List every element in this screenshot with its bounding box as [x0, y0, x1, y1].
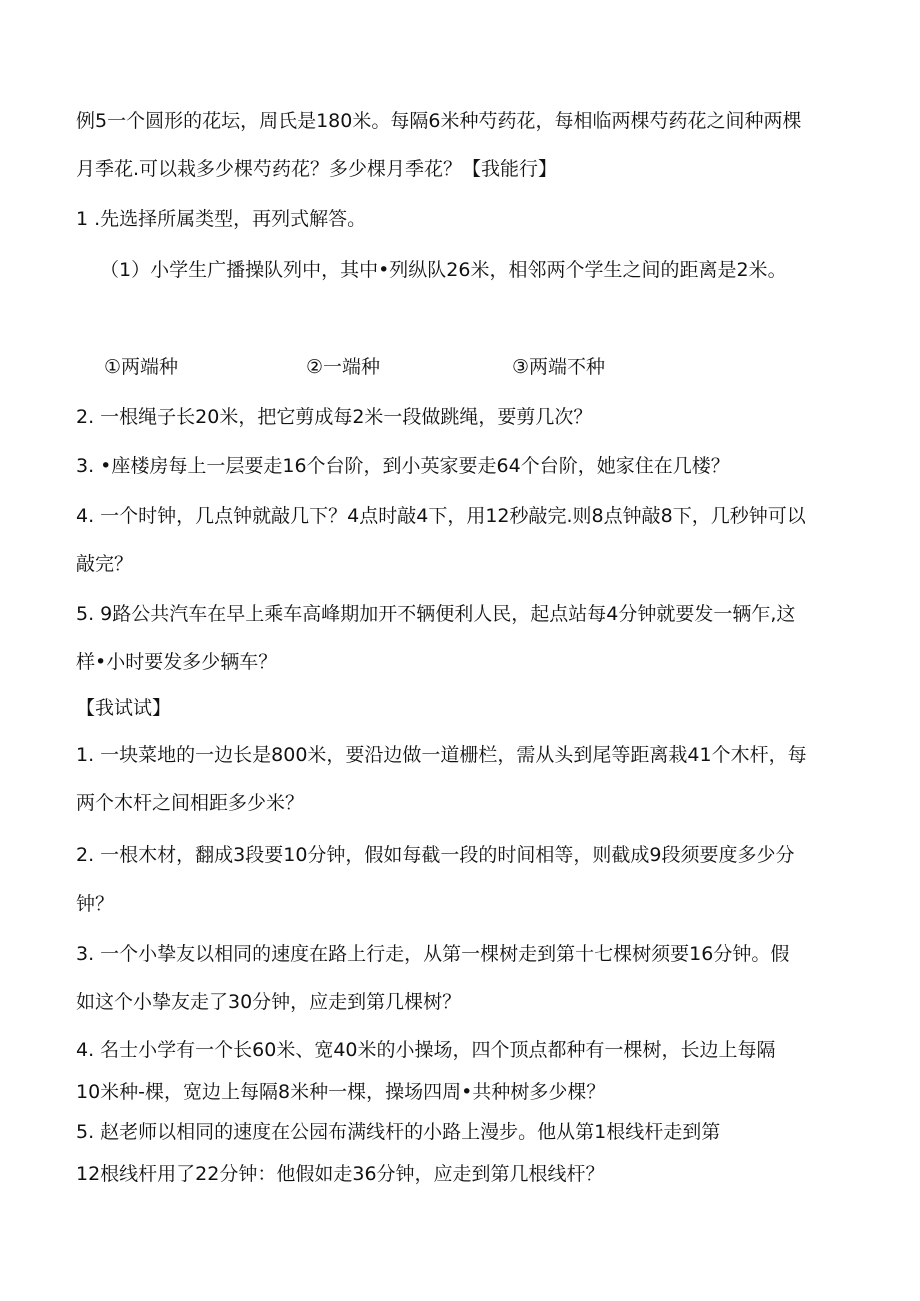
- section2-question-3-line-1: 3. 一个小挚友以相同的速度在路上行走，从第一棵树走到第十七棵树须要16分钟。假: [76, 943, 790, 965]
- option-both-ends: ①两端种: [104, 356, 179, 378]
- section1-question-4-line-1: 4. 一个时钟，几点钟就敲几下？4点时敲4下，用12秒敲完.则8点钟敲8下，几秒钟可以: [76, 505, 806, 527]
- section2-question-1-line-1: 1. 一块菜地的一边长是800米，要沿边做一道栅栏，需从头到尾等距离栽41个木杆，每: [76, 744, 807, 766]
- section2-question-5-line-2: 12根线杆用了22分钟：他假如走36分钟，应走到第几根线杆？: [76, 1163, 605, 1185]
- example-text-line-1: 例5一个圆形的花坛，周氏是180米。每隔6米种芍药花，每相临两棵芍药花之间种两棵: [76, 110, 802, 132]
- section1-question-5-line-2: 样•小时要发多少辆车？: [76, 651, 278, 673]
- option-no-ends: ③两端不种: [512, 356, 606, 378]
- section2-question-4-line-2: 10米种-棵，宽边上每隔8米种一棵，操场四周•共种树多少棵？: [76, 1081, 606, 1103]
- section2-question-5-line-1: 5. 赵老师以相同的速度在公园布满线杆的小路上漫步。他从第1根线杆走到第: [76, 1121, 721, 1143]
- answer-type-options: [0, 354, 920, 380]
- section1-question-5-line-1: 5. 9路公共汽车在早上乘车高峰期加开不辆便利人民，起点站每4分钟就要发一辆乍,这: [76, 603, 796, 625]
- section1-instruction: 1 .先选择所属类型，再列式解答。: [76, 208, 367, 230]
- section1-question-4-line-2: 敲完？: [76, 553, 134, 575]
- section2-question-1-line-2: 两个木杆之间相距多少米？: [76, 792, 305, 814]
- section2-question-2-line-1: 2. 一根木材，翻成3段要10分钟，假如每截一段的时间相等，则截成9段须要度多少分: [76, 844, 795, 866]
- section2-question-4-line-1: 4. 名士小学有一个长60米、宽40米的小操场，四个顶点都种有一棵树，长边上每隔: [76, 1039, 776, 1061]
- section1-question-1: （1）小学生广播操队列中，其中•列纵队26米，相邻两个学生之间的距离是2米。: [100, 259, 787, 281]
- example-text-line-2: 月季花.可以栽多少棵芍药花？多少棵月季花？【我能行】: [76, 158, 558, 180]
- option-one-end: ②一端种: [306, 356, 381, 378]
- section2-question-2-line-2: 钟？: [76, 893, 115, 915]
- section2-heading: 【我试试】: [76, 697, 172, 719]
- section1-question-2: 2. 一根绳子长20米，把它剪成每2米一段做跳绳，要剪几次？: [76, 406, 593, 428]
- section2-question-3-line-2: 如这个小挚友走了30分钟，应走到第几棵树？: [76, 991, 462, 1013]
- section1-question-3: 3. •座楼房每上一层要走16个台阶，到小英家要走64个台阶，她家住在几楼？: [76, 455, 730, 477]
